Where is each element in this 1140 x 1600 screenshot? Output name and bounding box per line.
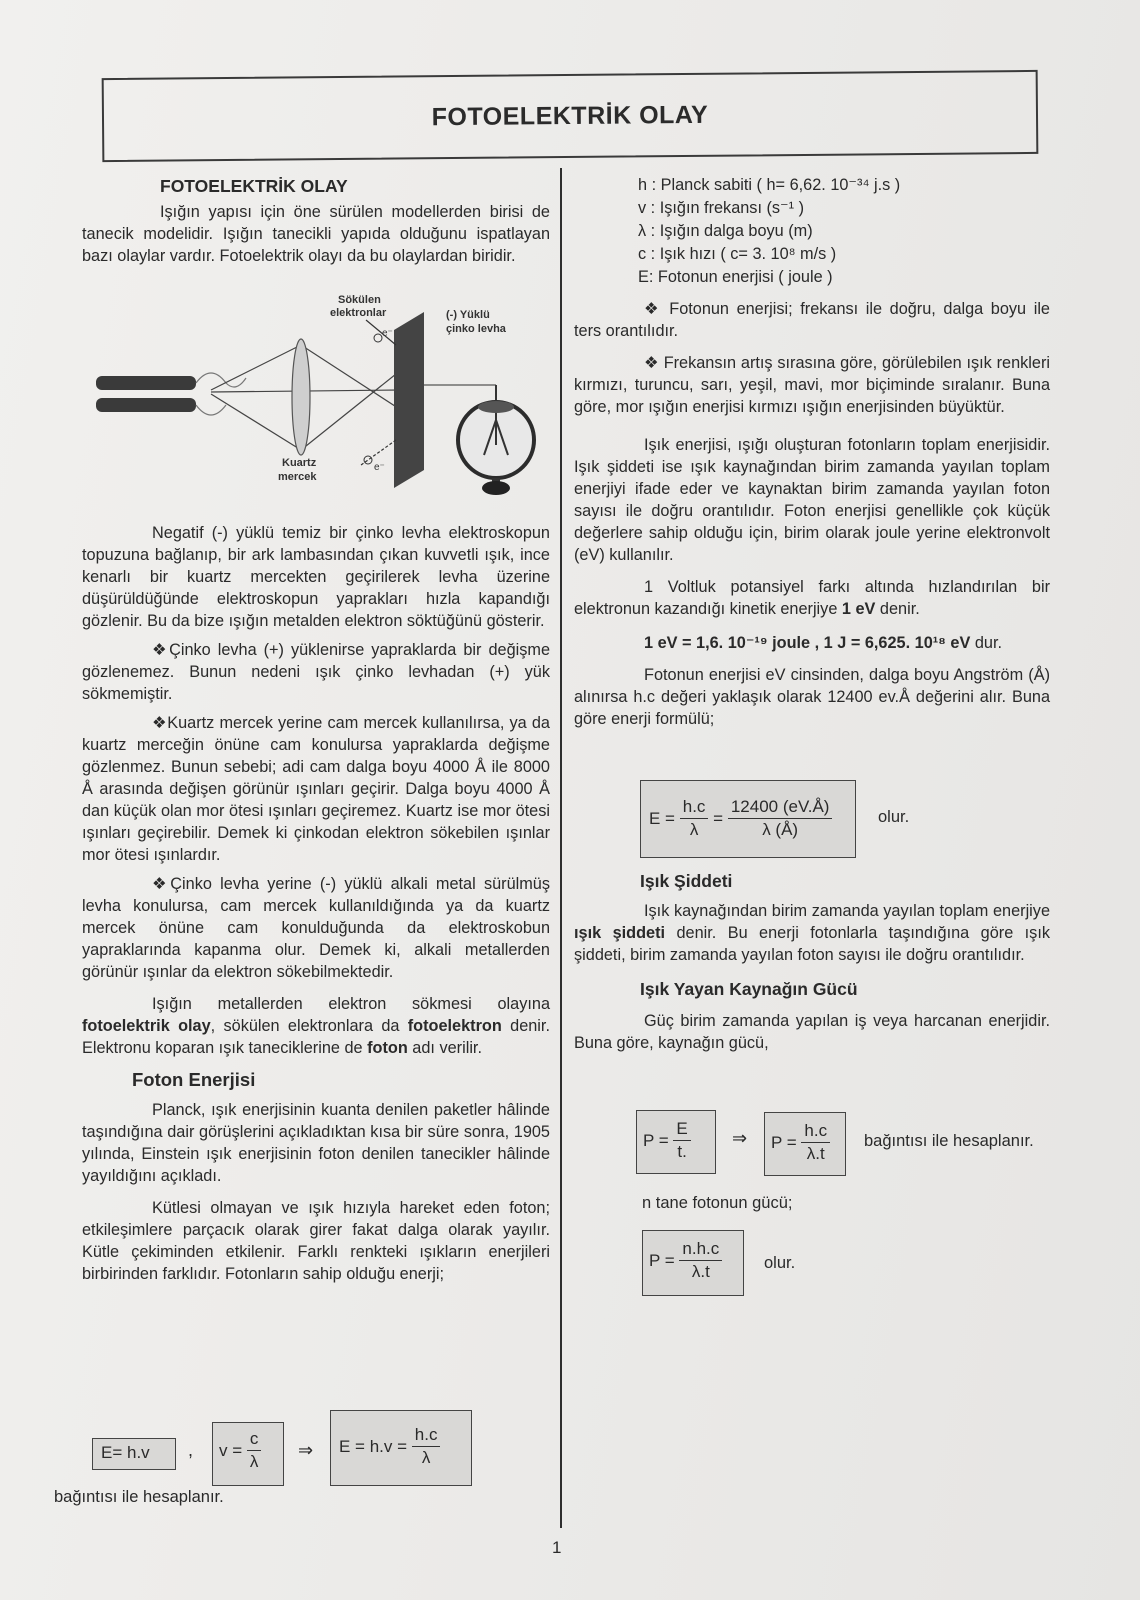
- def-planck: h : Planck sabiti ( h= 6,62. 10⁻³⁴ j.s ): [638, 176, 901, 194]
- formula-comma: ,: [188, 1440, 194, 1460]
- electron-bottom: [364, 456, 372, 464]
- electroscope-base: [482, 481, 510, 495]
- lamp-electrode-top: [96, 376, 196, 390]
- formula-energy-ev: E = $\frac{h.c}{\lambda}$ = $\frac{12400 (eV.Å)}{\lambda (Å)}$: [640, 780, 856, 858]
- paragraph-positive-zinc: ❖Çinko levha (+) yüklenirse yapraklarda bir değişme gözlenemez. Bunun nedeni ışık çinko levhadan (+) yük sökmemiştir.: [82, 641, 550, 703]
- label-kuartz: Kuartz: [282, 457, 317, 469]
- paragraph-alkali-metal: ❖Çinko levha yerine (-) yüklü alkali metal sürülmüş levha konulursa, cam mercek kullanıldığında ya da kuartz mercek önüne cam konulduğunda da elektroskobun yapraklarında kapanma olur. Demek ki, alkali metallerden görünür ışınlar da elektron sökebilmektedir.: [82, 875, 550, 981]
- formula-n-photon-power: P = $\frac{n.h.c}{\lambda.t}$: [642, 1230, 744, 1296]
- paragraph-angstrom: Fotonun enerjisi eV cinsinden, dalga boyu Angström (Å) alınırsa h.c değeri yaklaşık olarak 12400 ev.Å değerini alır. Buna göre enerji formülü;: [574, 666, 1050, 728]
- paragraph-glass-lens: ❖Kuartz mercek yerine cam mercek kullanılırsa, ya da kuartz merceğin önüne cam konulursa yapraklarda değişme gözlenmez. Bunun sebebi; adi cam dalga boyu 4000 Å ile 8000 Å arasında değişen görünür ışınları geçirir. Dalga boyu 4000 Å dan küçük olan mor ötesi ışınları geçiremez. Kuartz ise mor ötesi ışınları geçirebilir. Demek ki çinkodan elektron sökebilen ışınlar mor ötesi ışınlardır.: [82, 714, 550, 864]
- formula-power-hc: P = $\frac{h.c}{\lambda.t}$: [764, 1112, 846, 1176]
- label-mercek: mercek: [278, 471, 317, 483]
- power-caption: bağıntısı ile hesaplanır.: [864, 1132, 1034, 1150]
- paragraph-power: Güç birim zamanda yapılan iş veya harcanan enerjidir. Buna göre, kaynağın gücü,: [574, 1012, 1050, 1052]
- column-divider: [560, 168, 562, 1528]
- kaynak-gucu-heading: Işık Yayan Kaynağın Gücü: [640, 979, 858, 999]
- label-elektronlar: elektronlar: [330, 307, 387, 319]
- def-energy: E: Fotonun enerjisi ( joule ): [638, 268, 833, 286]
- def-wavelength: λ : Işığın dalga boyu (m): [638, 222, 813, 240]
- paragraph-intensity: Işık kaynağından birim zamanda yayılan toplam enerjiye ışık şiddeti denir. Bu enerji fotonlarla taşındığına göre ışık şiddeti, birim zamanda yayılan foton sayısı ile doğru orantılıdır.: [574, 902, 1050, 964]
- left-heading: FOTOELEKTRİK OLAY: [160, 176, 348, 196]
- paragraph-planck: Planck, ışık enerjisinin kuanta denilen paketler hâlinde taşındığına dair görüşlerini açıkladıktan kısa bir süre sonra, 1905 yılında, Einstein ışık enerjisinin foton denilen tanecikler hâlinde yayıldığını açıkladı.: [82, 1101, 550, 1185]
- olur-text-2: olur.: [764, 1254, 796, 1272]
- right-column-body-2: [574, 870, 1050, 1054]
- formula-v-c-lambda: v = $\frac{c}{\lambda}$: [212, 1422, 284, 1486]
- olur-text: olur.: [878, 808, 910, 826]
- quartz-lens: [292, 339, 310, 455]
- paragraph-light-energy: Işık enerjisi, ışığı oluşturan fotonların toplam enerjisidir. Işık şiddeti ise ışık kaynağından birim zamanda yayılan toplam enerjiyi ifade eder ve kaynaktan birim zamanda yayılan foton sayısı ile doğru orantılıdır. Foton enerjisi genellikle çok küçük değerlere sahip olduğu için, birim olarak joule yerine elektronvolt (eV) kullanılır.: [574, 436, 1050, 564]
- label-yuklu: (-) Yüklü: [446, 309, 490, 321]
- formula-e-hv: E= h.v: [92, 1438, 176, 1470]
- photoelectric-apparatus-figure: [96, 290, 546, 500]
- paragraph-color-order: ❖ Frekansın artış sırasına göre, görülebilen ışık renkleri kırmızı, turuncu, sarı, yeşil, mavi, mor biçiminde sıralanır. Buna göre, mor ışığın enerjisi kırmızı ışığın enerjisinden büyüktür.: [574, 354, 1050, 416]
- formula-photon-energy: E = h.v = $\frac{h.c}{\lambda}$: [330, 1410, 472, 1486]
- symbol-definitions: [638, 174, 1038, 289]
- page-title: FOTOELEKTRİK OLAY: [431, 100, 709, 132]
- page-number: 1: [552, 1538, 562, 1557]
- n-photon-text: n tane fotonun gücü;: [642, 1194, 793, 1212]
- formula-power-e-t: P = $\frac{E}{t.}$: [636, 1110, 716, 1174]
- foton-enerjisi-heading: Foton Enerjisi: [132, 1069, 256, 1090]
- intro-paragraph: Işığın yapısı için öne sürülen modellerden birisi de tanecik modelidir. Işığın tanecikli yapıda olduğunu ispatlayan bazı olaylar vardır. Fotoelektrik olayı da bu olaylardan biridir.: [82, 203, 550, 265]
- isik-siddeti-heading: Işık Şiddeti: [640, 871, 733, 891]
- zinc-plate: [394, 312, 424, 488]
- title-box: [102, 70, 1039, 162]
- paragraph-foton-props: Kütlesi olmayan ve ışık hızıyla hareket eden foton; etkileşimlere parçacık olarak girer fakat dalga olarak yayılır. Kütle çekiminden etkilenir. Farklı renkteki ışıkların enerjileri birbirinden farklıdır. Fotonların sahip olduğu enerji;: [82, 1199, 550, 1283]
- paragraph-negative-zinc: Negatif (-) yüklü temiz bir çinko levha elektroskopun topuzuna bağlanıp, bir ark lambasından çıkan kuvvetli ışık, ince kenarlı bir kuartz mercekten geçirilerek levha üzerine düşürüldüğünde elektroskopun yaprakları hızla kapandığı gözlenir. Bu da bize ışığın metalden elektron söktüğünü gösterir.: [82, 524, 550, 630]
- paragraph-ev-conversion: 1 eV = 1,6. 10⁻¹⁹ joule , 1 J = 6,625. 10¹⁸ eV dur.: [644, 634, 1002, 652]
- def-light-speed: c : Işık hızı ( c= 3. 10⁸ m/s ): [638, 245, 837, 263]
- implies-arrow: ⇒: [298, 1440, 314, 1460]
- label-sokulen: Sökülen: [338, 294, 381, 306]
- label-levha: çinko levha: [446, 323, 506, 335]
- paragraph-energy-relation: ❖ Fotonun enerjisi; frekansı ile doğru, dalga boyu ile ters orantılıdır.: [574, 300, 1050, 340]
- label-electron-bottom: e⁻: [374, 462, 385, 473]
- left-column-body: [82, 522, 550, 1285]
- def-frequency: v : Işığın frekansı (s⁻¹ ): [638, 199, 805, 217]
- bottom-caption: bağıntısı ile hesaplanır.: [54, 1488, 224, 1506]
- label-electron-top: e⁻: [382, 328, 393, 339]
- left-column: [82, 175, 550, 267]
- right-column-body: [574, 298, 1050, 730]
- paragraph-definition: Işığın metallerden elektron sökmesi olayına fotoelektrik olay, sökülen elektronlara da fotoelektron denir. Elektronu koparan ışık taneciklerine de foton adı verilir.: [82, 995, 550, 1057]
- paragraph-ev-definition: 1 Voltluk potansiyel farkı altında hızlandırılan bir elektronun kazandığı kinetik enerjiye 1 eV denir.: [574, 578, 1050, 618]
- lamp-electrode-bottom: [96, 398, 196, 412]
- electron-top: [374, 334, 382, 342]
- power-arrow: ⇒: [732, 1128, 748, 1148]
